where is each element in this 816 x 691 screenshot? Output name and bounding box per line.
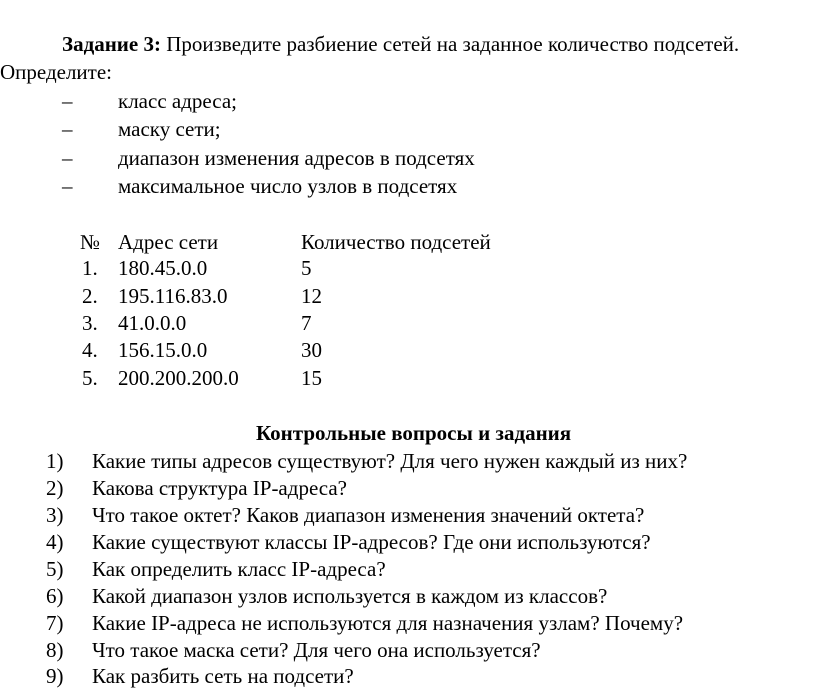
question-text: Какой диапазон узлов используется в каждом из классов? — [92, 584, 608, 608]
table-cell-count: 5 — [301, 256, 312, 280]
bullet-marker: – — [62, 146, 73, 170]
question-number: 4) — [46, 530, 64, 554]
question-text: Что такое маска сети? Для чего она используется? — [92, 638, 541, 662]
question-number: 5) — [46, 557, 64, 581]
question-number: 3) — [46, 503, 64, 527]
table-cell-count: 15 — [301, 366, 322, 390]
table-cell-address: 41.0.0.0 — [118, 311, 187, 335]
question-text: Какие существуют классы IP-адресов? Где они используются? — [92, 530, 651, 554]
question-number: 2) — [46, 476, 64, 500]
question-number: 9) — [46, 664, 64, 688]
table-header-address: Адрес сети — [118, 230, 219, 254]
bullet-item: класс адреса; — [118, 89, 237, 113]
table-cell-num: 5. — [82, 366, 98, 390]
table-cell-num: 3. — [82, 311, 98, 335]
table-cell-address: 195.116.83.0 — [118, 284, 228, 308]
question-number: 8) — [46, 638, 64, 662]
question-text: Какова структура IP-адреса? — [92, 476, 348, 500]
table-cell-address: 200.200.200.0 — [118, 366, 239, 390]
bullet-item: маску сети; — [118, 117, 221, 141]
table-cell-num: 4. — [82, 338, 98, 362]
question-text: Что такое октет? Каков диапазон изменения значений октета? — [92, 503, 645, 527]
bullet-marker: – — [62, 117, 73, 141]
question-number: 6) — [46, 584, 64, 608]
table-cell-num: 2. — [82, 284, 98, 308]
table-cell-count: 30 — [301, 338, 322, 362]
question-text: Как разбить сеть на подсети? — [92, 664, 354, 688]
table-header-num: № — [80, 230, 101, 254]
table-cell-address: 156.15.0.0 — [118, 338, 208, 362]
task-label: Задание 3: — [62, 32, 161, 56]
determine-label: Определите: — [0, 60, 113, 84]
bullet-item: максимальное число узлов в подсетях — [118, 174, 458, 198]
question-text: Как определить класс IP-адреса? — [92, 557, 386, 581]
questions-title: Контрольные вопросы и задания — [256, 421, 572, 445]
table-cell-count: 7 — [301, 311, 312, 335]
bullet-marker: – — [62, 89, 73, 113]
table-cell-address: 180.45.0.0 — [118, 256, 208, 280]
table-cell-count: 12 — [301, 284, 322, 308]
question-number: 1) — [46, 449, 64, 473]
question-text: Какие IP-адреса не используются для назначения узлам? Почему? — [92, 611, 684, 635]
task-text: Произведите разбиение сетей на заданное количество подсетей. — [160, 32, 740, 56]
table-header-count: Количество подсетей — [301, 230, 491, 254]
question-number: 7) — [46, 611, 64, 635]
bullet-marker: – — [62, 174, 73, 198]
question-text: Какие типы адресов существуют? Для чего нужен каждый из них? — [92, 449, 688, 473]
table-cell-num: 1. — [82, 256, 98, 280]
bullet-item: диапазон изменения адресов в подсетях — [118, 146, 475, 170]
task-heading — [62, 31, 739, 58]
